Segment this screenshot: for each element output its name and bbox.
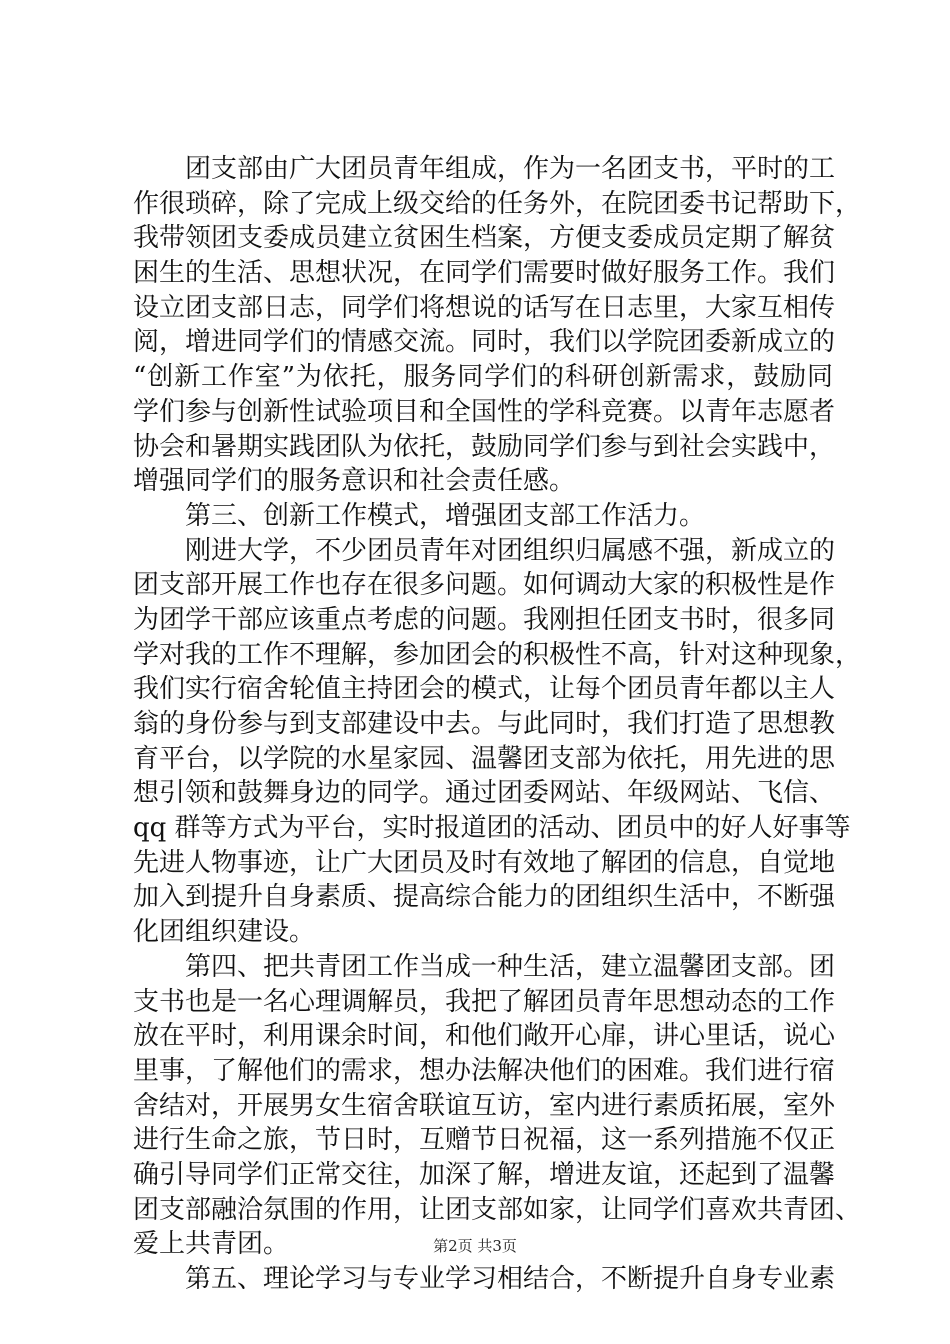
text-line: 协会和暑期实践团队为依托，鼓励同学们参与到社会实践中，	[133, 431, 836, 462]
page-number-label: 第2页 共3页	[433, 1237, 517, 1255]
text-line: 作很琐碎，除了完成上级交给的任务外，在院团委书记帮助下，	[133, 188, 862, 219]
text-line: 化团组织建设。	[133, 917, 316, 948]
text-line: 学对我的工作不理解，参加团会的积极性不高，针对这种现象，	[133, 639, 862, 670]
page-footer	[0, 1236, 950, 1256]
text-line: 爱上共青团。	[133, 1229, 290, 1260]
text-line: 里事，了解他们的需求，想办法解决他们的困难。我们进行宿	[133, 1055, 836, 1086]
text-line: 先进人物事迹，让广大团员及时有效地了解团的信息，自觉地	[133, 847, 836, 878]
text-line: “创新工作室”为依托，服务同学们的科研创新需求，鼓励同	[133, 362, 833, 393]
text-line: 刚进大学，不少团员青年对团组织归属感不强，新成立的	[185, 535, 836, 566]
text-line: 育平台，以学院的水星家园、温馨团支部为依托，用先进的思	[133, 743, 836, 774]
text-line: 确引导同学们正常交往，加深了解，增进友谊，还起到了温馨	[133, 1159, 836, 1190]
text-line: 想引领和鼓舞身边的同学。通过团委网站、年级网站、飞信、	[133, 778, 836, 809]
text-line: 困生的生活、思想状况，在同学们需要时做好服务工作。我们	[133, 258, 836, 289]
text-line: 放在平时，利用课余时间，和他们敞开心扉，讲心里话，说心	[133, 1021, 836, 1052]
text-line: 第三、创新工作模式，增强团支部工作活力。	[185, 500, 706, 531]
document-body	[133, 152, 862, 1297]
text-line: 设立团支部日志，同学们将想说的话写在日志里，大家互相传	[133, 292, 836, 323]
text-line: 团支部由广大团员青年组成，作为一名团支书，平时的工	[185, 154, 836, 184]
text-line: 团支部开展工作也存在很多问题。如何调动大家的积极性是作	[133, 570, 836, 601]
text-line: 支书也是一名心理调解员，我把了解团员青年思想动态的工作	[133, 986, 836, 1017]
text-line: 增强同学们的服务意识和社会责任感。	[133, 466, 576, 497]
text-line: 阅，增进同学们的情感交流。同时，我们以学院团委新成立的	[133, 327, 836, 358]
text-line: 第四、把共青团工作当成一种生活，建立温馨团支部。团	[185, 951, 836, 982]
text-line: 翁的身份参与到支部建设中去。与此同时，我们打造了思想教	[133, 709, 836, 739]
text-line: 我带领团支委成员建立贫困生档案，方便支委成员定期了解贫	[133, 223, 836, 254]
text-line: 舍结对，开展男女生宿舍联谊互访，室内进行素质拓展，室外	[133, 1090, 836, 1121]
text-line: 学们参与创新性试验项目和全国性的学科竞赛。以青年志愿者	[133, 396, 836, 427]
text-line: 进行生命之旅，节日时，互赠节日祝福，这一系列措施不仅正	[133, 1125, 836, 1156]
text-line: qq 群等方式为平台，实时报道团的活动、团员中的好人好事等	[133, 813, 851, 844]
text-line: 为团学干部应该重点考虑的问题。我刚担任团支书时，很多同	[133, 604, 836, 635]
text-line: 我们实行宿舍轮值主持团会的模式，让每个团员青年都以主人	[133, 674, 836, 705]
text-line: 团支部融洽氛围的作用，让团支部如家，让同学们喜欢共青团、	[133, 1194, 862, 1225]
text-line: 加入到提升自身素质、提高综合能力的团组织生活中，不断强	[133, 882, 836, 913]
text-line: 第五、理论学习与专业学习相结合，不断提升自身专业素	[185, 1264, 836, 1294]
